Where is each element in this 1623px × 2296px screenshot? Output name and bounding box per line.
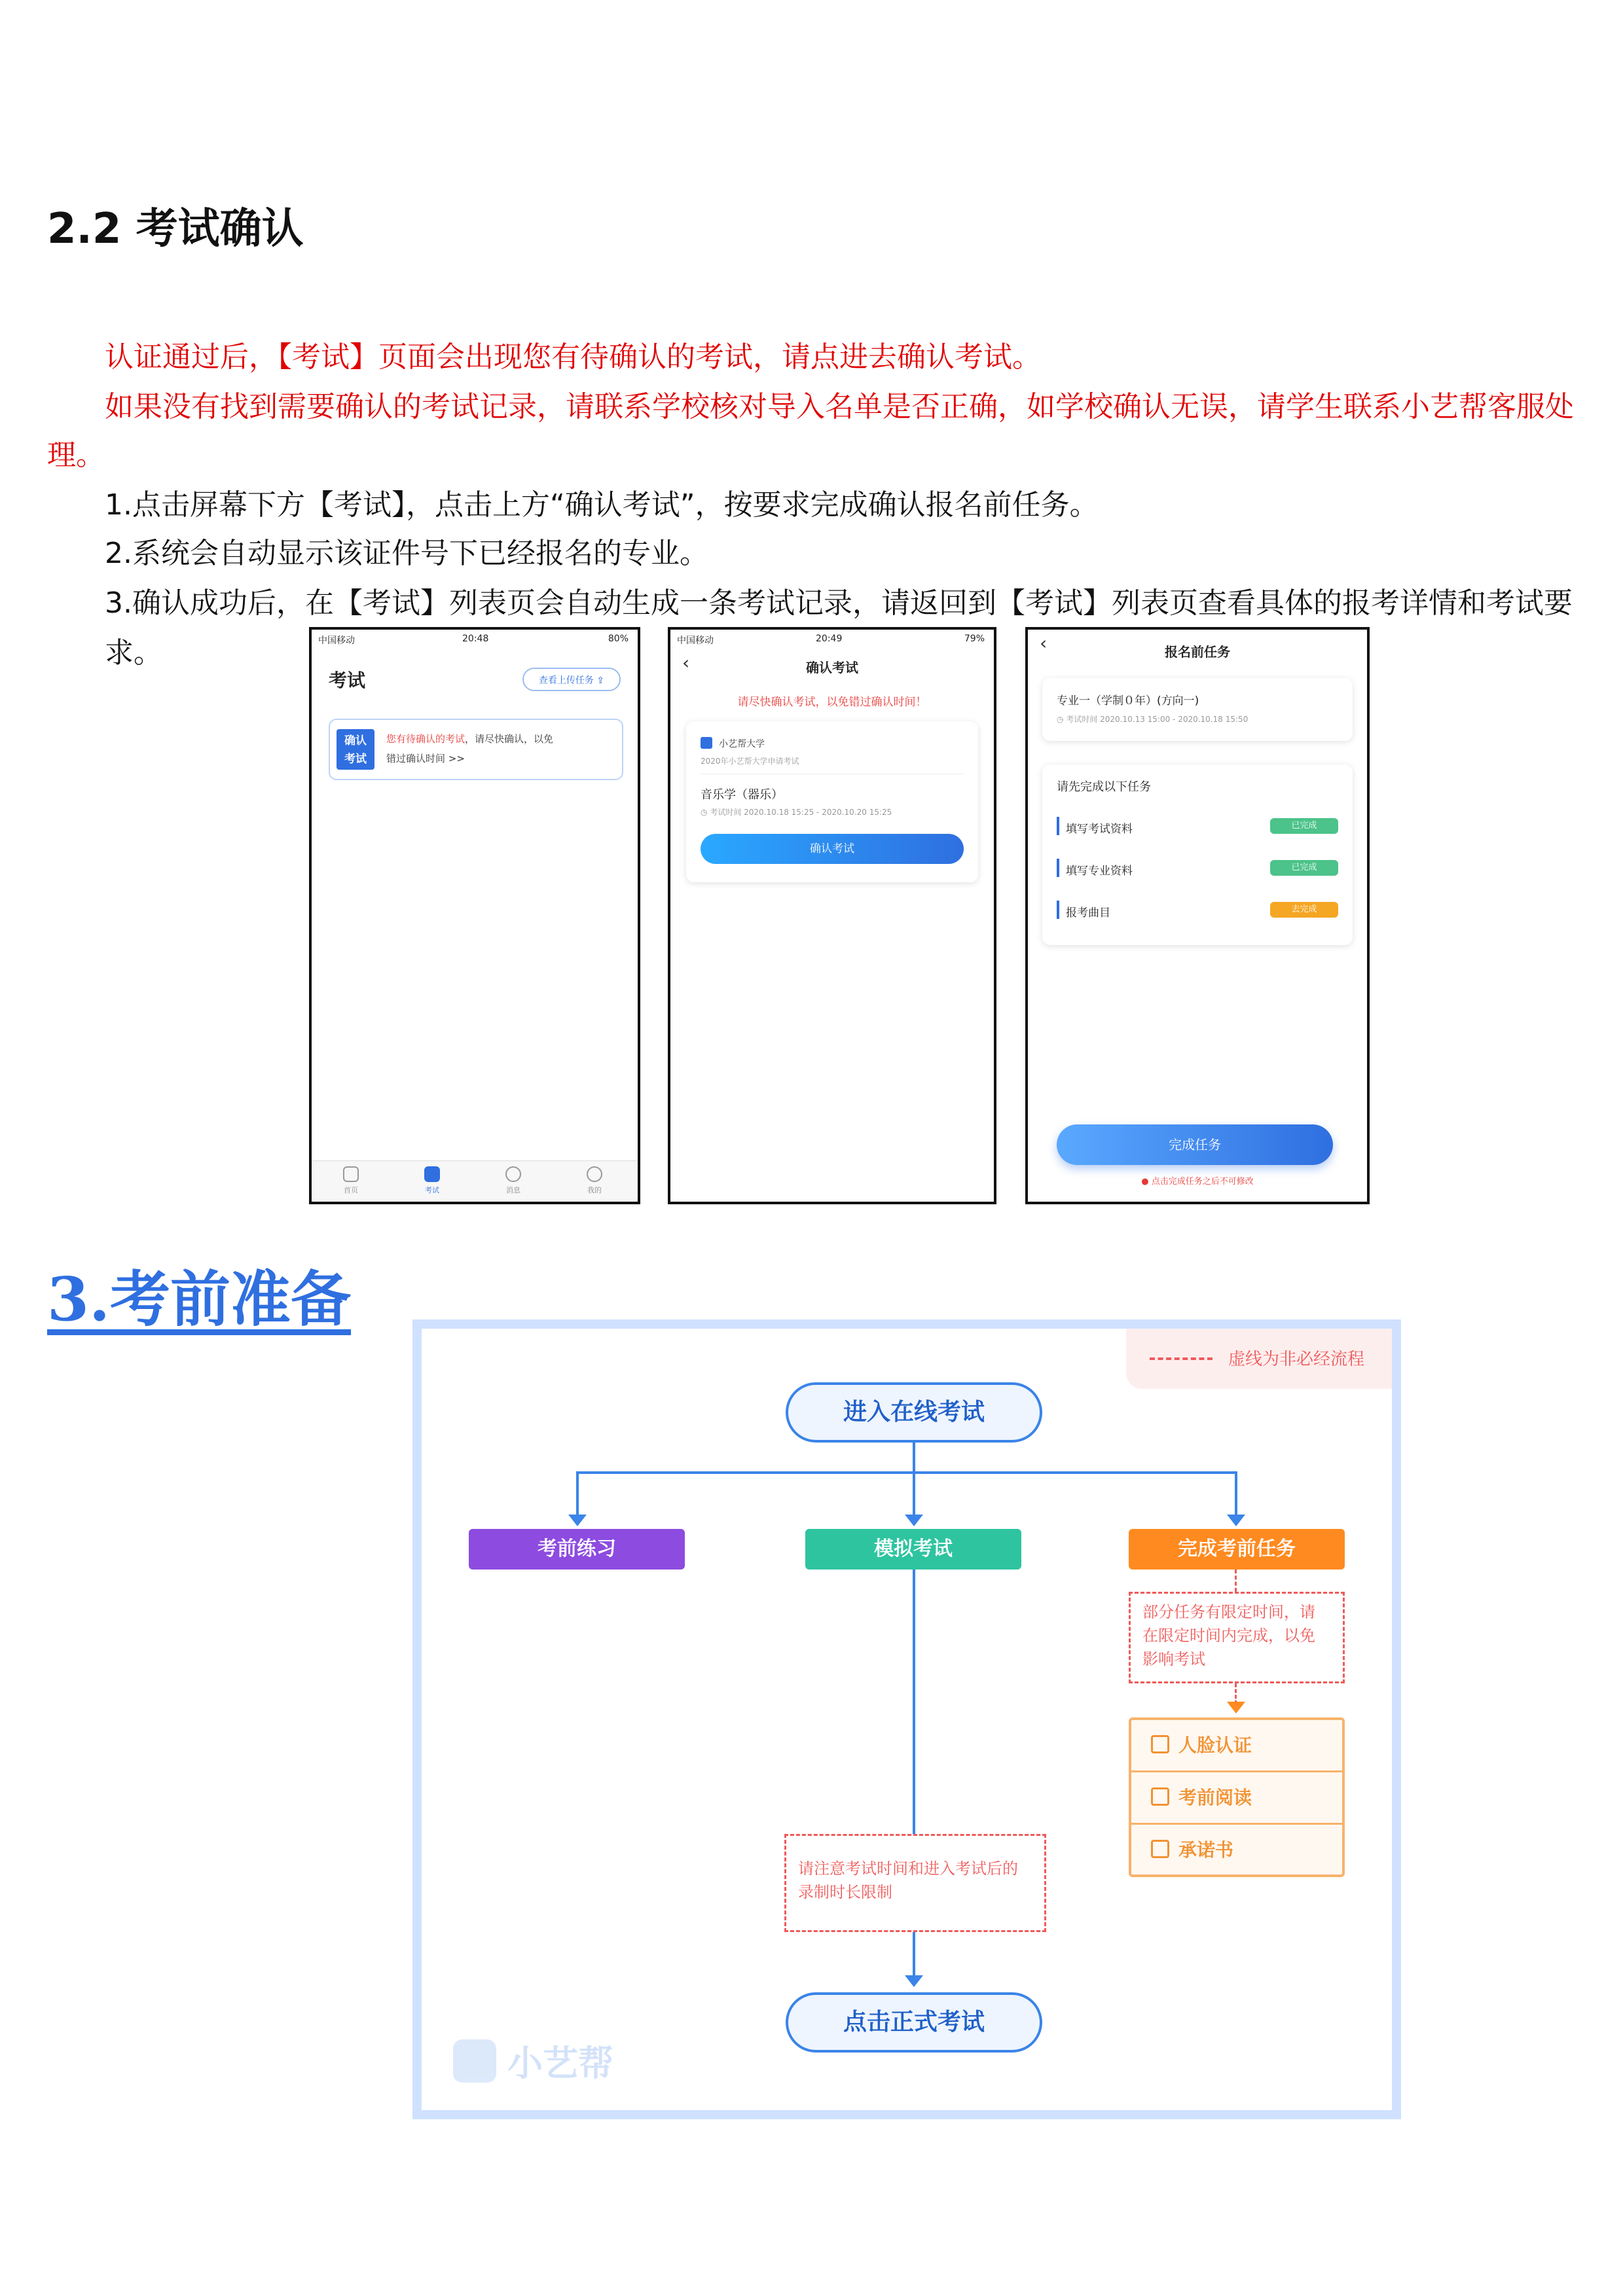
end-node: 点击正式考试 (786, 1992, 1042, 2053)
section-heading-3: 3.考前准备 (47, 1264, 352, 1335)
recording-limit-note (784, 1834, 1046, 1932)
status-bar (312, 630, 638, 648)
checklist-item (1131, 1770, 1342, 1821)
battery: 79% (964, 634, 985, 644)
badge-line-2: 考试 (344, 753, 367, 766)
task-status-badge: 去完成 (1270, 902, 1338, 918)
exam-time-text: 考试时间 2020.10.13 15:00 - 2020.10.18 15:50 (1066, 715, 1249, 724)
badge-line-1: 确认 (344, 734, 367, 747)
step-3: 3.确认成功后，在【考试】列表页会自动生成一条考试记录，请返回到【考试】列表页查看具体的报考详情和考试要求。 (105, 586, 1573, 670)
phone-screenshot-pre-registration-tasks (1025, 627, 1370, 1204)
start-node: 进入在线考试 (786, 1382, 1042, 1443)
task-row[interactable] (1057, 814, 1338, 838)
task-label: 报考曲目 (1066, 906, 1110, 920)
connector (1235, 1471, 1237, 1516)
checkbox-icon (1151, 1787, 1169, 1806)
confirm-exam-button[interactable]: 确认考试 (701, 834, 964, 864)
exam-name: 2020年小艺帮大学申请考试 (701, 757, 799, 766)
confirm-warning: 请尽快确认考试，以免错过确认时间！ (737, 696, 927, 709)
carrier: 中国移动 (677, 636, 714, 646)
legend (1126, 1329, 1392, 1389)
tab-exam[interactable] (412, 1166, 452, 1195)
tab-exam-label: 考试 (425, 1186, 439, 1194)
warning-icon: ● (1141, 1177, 1149, 1187)
connector (576, 1471, 1236, 1474)
note-line: 请注意考试时间和进入考试后的 (798, 1859, 1018, 1878)
clock: 20:49 (816, 634, 843, 644)
upload-tasks-button[interactable] (522, 668, 621, 691)
exam-time-text: 考试时间 2020.10.18 15:25 - 2020.10.20 15:25 (710, 808, 892, 817)
arrow-down-icon (905, 1515, 923, 1526)
status-bar (670, 630, 994, 648)
task-card (1042, 764, 1353, 945)
red-paragraph-line-3: 理。 (47, 439, 105, 472)
arrow-down-icon (568, 1515, 587, 1526)
watermark-text: 小艺帮 (507, 2043, 614, 2084)
arrow-down-icon (1227, 1702, 1245, 1713)
back-icon[interactable]: ‹ (682, 652, 690, 673)
checklist-item (1131, 1823, 1342, 1874)
checklist-label: 人脸认证 (1178, 1734, 1252, 1756)
step-2: 2.系统会自动显示该证件号下已经报名的专业。 (105, 537, 708, 570)
task-marker (1057, 817, 1059, 835)
notice-rest: ，请尽快确认，以免 (465, 733, 554, 745)
task-row[interactable] (1057, 898, 1338, 922)
pre-exam-tasks-node: 完成考前任务 (1129, 1529, 1345, 1570)
note-line: 部分任务有限定时间，请 (1142, 1603, 1315, 1621)
checkbox-icon (1151, 1735, 1169, 1753)
back-icon[interactable]: ‹ (1040, 632, 1048, 654)
message-icon (505, 1166, 521, 1182)
clock-icon: ◷ (701, 808, 708, 817)
checklist-item (1131, 1718, 1342, 1769)
task-label: 填写考试资料 (1066, 823, 1133, 836)
task-marker (1057, 901, 1059, 919)
clock: 20:48 (462, 634, 489, 644)
phone-screenshot-exam-list (309, 627, 640, 1204)
legend-text: 虚线为非必经流程 (1228, 1350, 1365, 1369)
arrow-down-icon (1227, 1515, 1245, 1526)
battery: 80% (608, 634, 629, 644)
task-label: 填写专业资料 (1066, 865, 1133, 878)
upload-tasks-label: 查看上传任务 (538, 675, 594, 686)
tab-home-label: 首页 (344, 1186, 358, 1194)
connector (913, 1570, 915, 1834)
dashed-connector (1235, 1570, 1237, 1592)
tab-messages-label: 消息 (506, 1186, 520, 1194)
footnote-text: 点击完成任务之后不可修改 (1151, 1177, 1254, 1187)
exam-icon (424, 1166, 440, 1182)
complete-tasks-button[interactable]: 完成任务 (1057, 1124, 1333, 1165)
exam-time (701, 806, 892, 817)
exam-card (686, 721, 978, 882)
bottom-tab-bar (312, 1160, 638, 1202)
note-line: 在限定时间内完成，以免 (1142, 1626, 1315, 1645)
tab-messages[interactable] (494, 1166, 533, 1195)
page-title: 考试 (329, 670, 366, 691)
checkbox-icon (1151, 1840, 1169, 1858)
school-name: 小艺帮大学 (719, 739, 765, 749)
pre-exam-flowchart (412, 1319, 1401, 2119)
school-logo-icon (701, 737, 712, 749)
time-limit-note (1129, 1592, 1345, 1683)
practice-node: 考前练习 (469, 1529, 685, 1570)
phone-screenshot-confirm-exam (668, 627, 996, 1204)
connector (913, 1932, 915, 1978)
exam-time (1057, 713, 1248, 725)
checklist-label: 承诺书 (1178, 1839, 1234, 1861)
arrow-down-icon (905, 1975, 923, 1987)
pre-exam-checklist (1129, 1717, 1345, 1877)
checklist-label: 考前阅读 (1178, 1787, 1252, 1808)
task-status-badge: 已完成 (1270, 818, 1338, 834)
major-name: 音乐学（器乐） (701, 788, 783, 802)
connector (576, 1471, 579, 1516)
brand-logo-icon (453, 2039, 496, 2083)
red-paragraph-line-2: 如果没有找到需要确认的考试记录，请联系学校核对导入名单是否正确，如学校确认无误，请学生联系小艺帮客服处 (105, 390, 1574, 423)
home-icon (343, 1166, 359, 1182)
step-1: 1.点击屏幕下方【考试】，点击上方“确认考试”，按要求完成确认报名前任务。 (105, 488, 1099, 522)
tab-home[interactable] (331, 1166, 371, 1195)
clock-icon: ◷ (1057, 715, 1064, 724)
notice-text-line-1 (386, 732, 553, 745)
footnote (1028, 1174, 1367, 1187)
dashed-line-sample (1150, 1357, 1213, 1360)
notice-highlight: 您有待确认的考试 (386, 733, 465, 745)
profile-icon (587, 1166, 602, 1182)
section-heading-2-2: 2.2 考试确认 (47, 205, 304, 253)
connector (913, 1471, 915, 1516)
tasks-heading: 请先完成以下任务 (1057, 780, 1151, 794)
tab-me-label: 我的 (587, 1186, 602, 1194)
task-status-badge: 已完成 (1270, 860, 1338, 876)
carrier: 中国移动 (318, 636, 355, 646)
note-line: 影响考试 (1142, 1650, 1205, 1668)
notice-text-line-2: 错过确认时间 >> (386, 753, 465, 764)
task-row[interactable] (1057, 856, 1338, 880)
major-card (1042, 678, 1353, 741)
mock-exam-node: 模拟考试 (805, 1529, 1021, 1570)
pending-exam-notice[interactable] (329, 719, 623, 780)
connector (913, 1443, 915, 1473)
task-marker (1057, 859, 1059, 877)
upload-icon: ⇪ (596, 675, 605, 686)
watermark (453, 2036, 613, 2086)
red-paragraph-line-1: 认证通过后，【考试】页面会出现您有待确认的考试，请点进去确认考试。 (105, 340, 1041, 374)
page-title: 确认考试 (806, 660, 858, 675)
note-line: 录制时长限制 (798, 1883, 892, 1901)
confirm-exam-badge (337, 729, 374, 770)
major-name: 专业一（学制０年）(方向一) (1057, 694, 1199, 708)
page-title: 报名前任务 (1165, 644, 1230, 660)
tab-me[interactable] (575, 1166, 614, 1195)
